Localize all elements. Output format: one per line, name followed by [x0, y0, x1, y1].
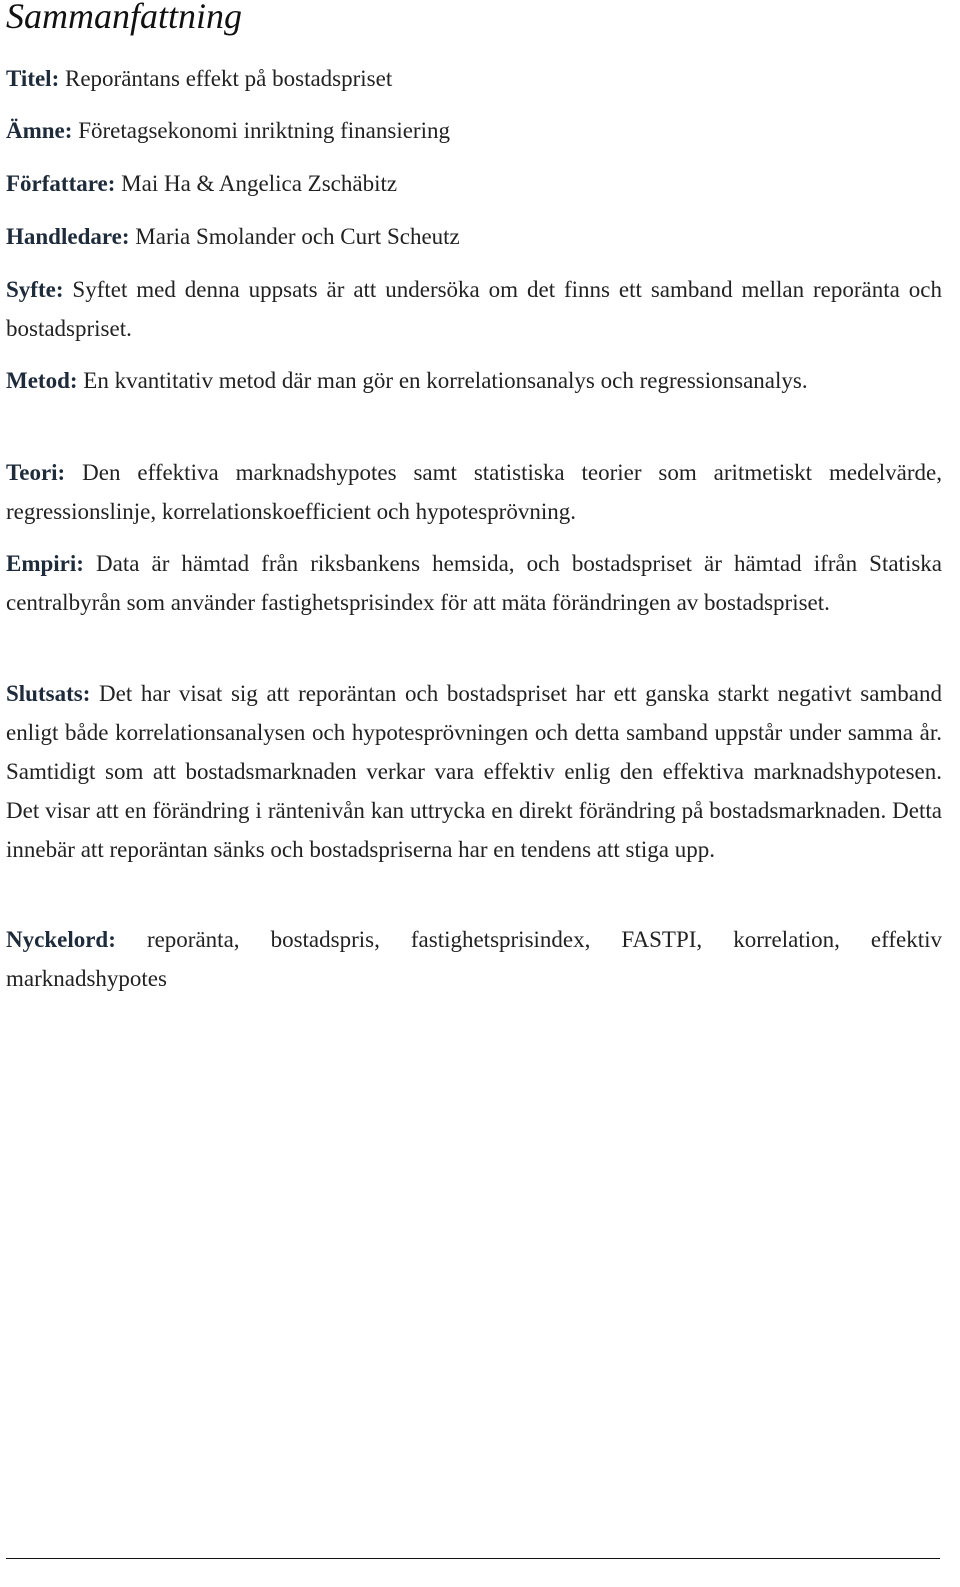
section-method-label: Metod: [6, 368, 78, 393]
section-method [6, 361, 942, 400]
field-supervisors-value: Maria Smolander och Curt Scheutz [135, 224, 460, 249]
field-authors-label: Författare: [6, 171, 116, 196]
footer-divider [6, 1558, 940, 1559]
section-purpose-label: Syfte: [6, 277, 64, 302]
section-empirics [6, 544, 942, 622]
section-theory [6, 453, 942, 531]
field-supervisors-label: Handledare: [6, 224, 130, 249]
section-conclusion-label: Slutsats: [6, 681, 91, 706]
field-subject [6, 118, 946, 144]
page-title: Sammanfattning [6, 0, 243, 36]
section-purpose-text: Syftet med denna uppsats är att undersöka om det finns ett samband mellan reporänta och bostadspriset. [6, 277, 942, 341]
section-keywords-text: reporänta, bostadspris, fastighetsprisindex, FASTPI, korrelation, effektiv marknadshypotes [6, 927, 943, 991]
section-theory-text: Den effektiva marknadshypotes samt statistiska teorier som aritmetiskt medelvärde, regressionslinje, korrelationskoefficient och hypotesprövning. [6, 460, 942, 524]
section-keywords-label: Nyckelord: [6, 927, 116, 952]
section-empirics-text: Data är hämtad från riksbankens hemsida, och bostadspriset är hämtad ifrån Statiska centralbyrån som använder fastighetsprisindex för att mäta förändringen av bostadspriset. [6, 551, 942, 615]
section-conclusion-text: Det har visat sig att reporäntan och bostadspriset har ett ganska starkt negativt samband enligt både korrelationsanalysen och hypotesprövningen och detta samband uppstår under samma år. Samtidigt som att bostadsmarknaden verkar vara effektiv enlig den effektiva marknadshypotesen. Det visar att en förändring i räntenivån kan uttrycka en direkt förändring på bostadsmarknaden. Detta innebär att reporäntan sänks och bostadspriserna har en tendens att stiga upp. [6, 681, 943, 862]
section-theory-label: Teori: [6, 460, 66, 485]
section-keywords [6, 920, 942, 998]
section-empirics-label: Empiri: [6, 551, 84, 576]
field-title [6, 66, 946, 92]
field-title-label: Titel: [6, 66, 60, 91]
section-method-text: En kvantitativ metod där man gör en korrelationsanalys och regressionsanalys. [83, 368, 808, 393]
field-subject-value: Företagsekonomi inriktning finansiering [78, 118, 450, 143]
section-purpose [6, 270, 942, 348]
field-authors [6, 171, 946, 197]
field-title-value: Reporäntans effekt på bostadspriset [64, 66, 393, 91]
field-subject-label: Ämne: [6, 118, 73, 143]
field-authors-value: Mai Ha & Angelica Zschäbitz [121, 171, 398, 196]
section-conclusion [6, 674, 942, 869]
field-supervisors [6, 224, 946, 250]
